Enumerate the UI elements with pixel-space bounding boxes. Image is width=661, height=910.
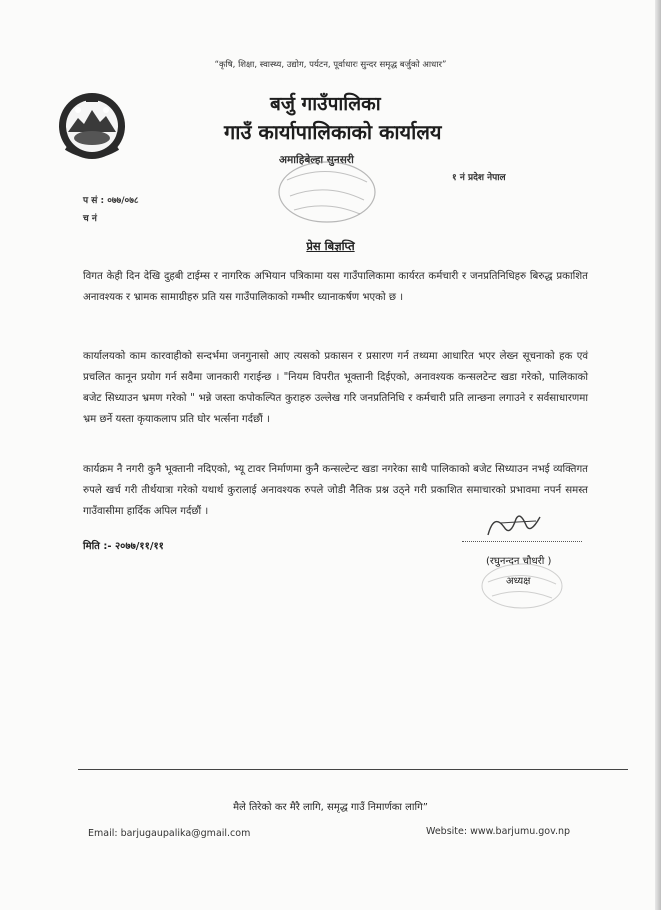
handwritten-signature — [480, 505, 550, 545]
province-label: १ नं प्रदेश नेपाल — [452, 173, 506, 183]
office-name: गाउँ कार्यापालिकाको कार्यालय — [224, 120, 442, 144]
office-stamp — [262, 152, 392, 230]
scan-edge — [655, 0, 661, 910]
letterhead-motto: “कृषि, शिक्षा, स्वास्थ्य, उद्योग, पर्यटन, पूर्वाधारः सुन्दर समृद्ध बर्जुको आधार” — [214, 60, 447, 70]
signatory-name: (रघुनन्दन चौधरी ) — [486, 556, 552, 567]
municipality-name: बर्जु गाउँपालिका — [270, 93, 381, 115]
notice-paragraph-2: कार्यालयको काम कारवाहीको सन्दर्भमा जनगुनासो आए त्यसको प्रकासन र प्रसारण गर्न तथ्यमा आधारित भएर लेख्न सूचनाको हक एवं प्रचलित कानून प्रयोग गर्न सवैमा जानकारी गराईन्छ । "नियम विपरीत भूक्तानी दिईएको, अनावश्यक कन्सलटेन्ट खडा गरेको, पालिकाको बजेट सिध्याउन भ्रमण गरेको " भन्ने जस्ता कपोकल्पित कुराहरु उल्लेख गरि जनप्रतिनिधि र कर्मचारी प्रति लान्छना लगाउने र सर्वसाधारणमा भ्रम छर्ने यस्ता कृयाकलाप प्रति घोर भर्त्सना गर्दछौं । — [83, 351, 588, 425]
nepal-emblem-logo — [56, 88, 128, 162]
footer-email: Email: barjugaupalika@gmail.com — [88, 828, 251, 839]
footer-slogan: मैले तिरेको कर मैरै लागि, समृद्ध गाउँ निमार्णका लागि” — [233, 802, 428, 813]
footer-website: Website: www.barjumu.gov.np — [426, 826, 571, 837]
notice-paragraph-1: विगत केही दिन देखि दुहबी टाईम्स र नागरिक अभियान पत्रिकामा यस गाउँपालिकामा कार्यरत कर्मचारी र जनप्रतिनिधिहरु बिरुद्ध प्रकाशित अनावश्यक र भ्रामक सामाग्रीहरु प्रति यस गाउँपालिकाको गम्भीर ध्यानाकर्षण भएको छ । — [83, 271, 588, 303]
office-address: अमाहिबेल्हा सुनसरी — [279, 154, 354, 166]
notice-date: मिति :- २०७७/११/११ — [83, 541, 164, 552]
reference-number: प सं : ०७७/०७८ — [83, 196, 139, 206]
notice-heading: प्रेस बिज्ञप्ति — [306, 239, 355, 253]
signature-line — [462, 541, 582, 542]
dispatch-number: च नं — [83, 214, 97, 224]
notice-paragraph-3: कार्यक्रम नै नगरी कुनै भूक्तानी नदिएको, भ्यू टावर निर्माणमा कुनै कन्सल्टेन्ट खडा नगरेका साथै पालिकाको बजेट सिध्याउन नभई व्यक्तिगत रुपले खर्च गरी तीर्थयात्रा गरेको यथार्थ कुरालाई अनावश्यक रुपले जोडी नैतिक प्रश्न उठ्ने गरी प्रकाशित समाचारको प्रभावमा नपर्न समस्त गाउँवासीमा हार्दिक अपिल गर्दछौं । — [83, 464, 588, 517]
signatory-title: अध्यक्ष — [506, 576, 531, 587]
footer-divider — [78, 769, 628, 770]
